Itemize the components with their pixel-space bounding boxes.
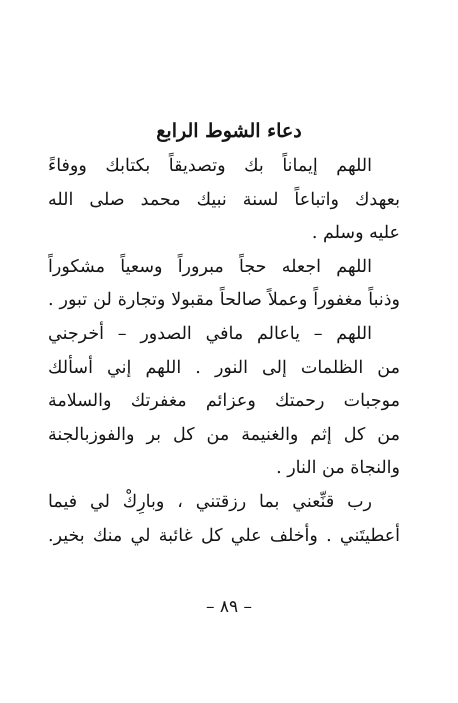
text-line: من الظلمات إلى النور . اللهم إني أسألك	[48, 357, 400, 378]
text-line: وذنباً مغفوراً وعملاً صالحاً مقبولا وتجارة لن تبور .	[48, 290, 400, 311]
text-line: رب قنِّعني بما رزقتني ، وبارِكْ لي فيما	[48, 491, 372, 512]
text-line: اللهم اجعله حجاً مبروراً وسعياً مشكوراً	[48, 256, 372, 277]
text-line: أعطيتَني . وأخلف علي كل غائبة لي منك بخير.	[48, 525, 400, 546]
text-line: من كل إثم والغنيمة من كل بر والفوزبالجنة	[48, 424, 400, 445]
text-line: عليه وسلم .	[311, 223, 400, 244]
text-line: موجبات رحمتك وعزائم مغفرتك والسلامة	[48, 391, 400, 412]
page-title: دعاء الشوط الرابع	[156, 120, 302, 142]
text-line: اللهم إيماناً بك وتصديقاً بكتابك ووفاءً	[48, 156, 372, 176]
text-line: والنجاة من النار .	[276, 458, 400, 479]
text-line: اللهم – ياعالم مافي الصدور – أخرجني	[48, 323, 372, 344]
page-number: – ٨٩ –	[205, 597, 253, 617]
text-line: بعهدك واتباعاً لسنة نبيك محمد صلى الله	[48, 189, 400, 210]
prayer-text	[48, 150, 400, 553]
